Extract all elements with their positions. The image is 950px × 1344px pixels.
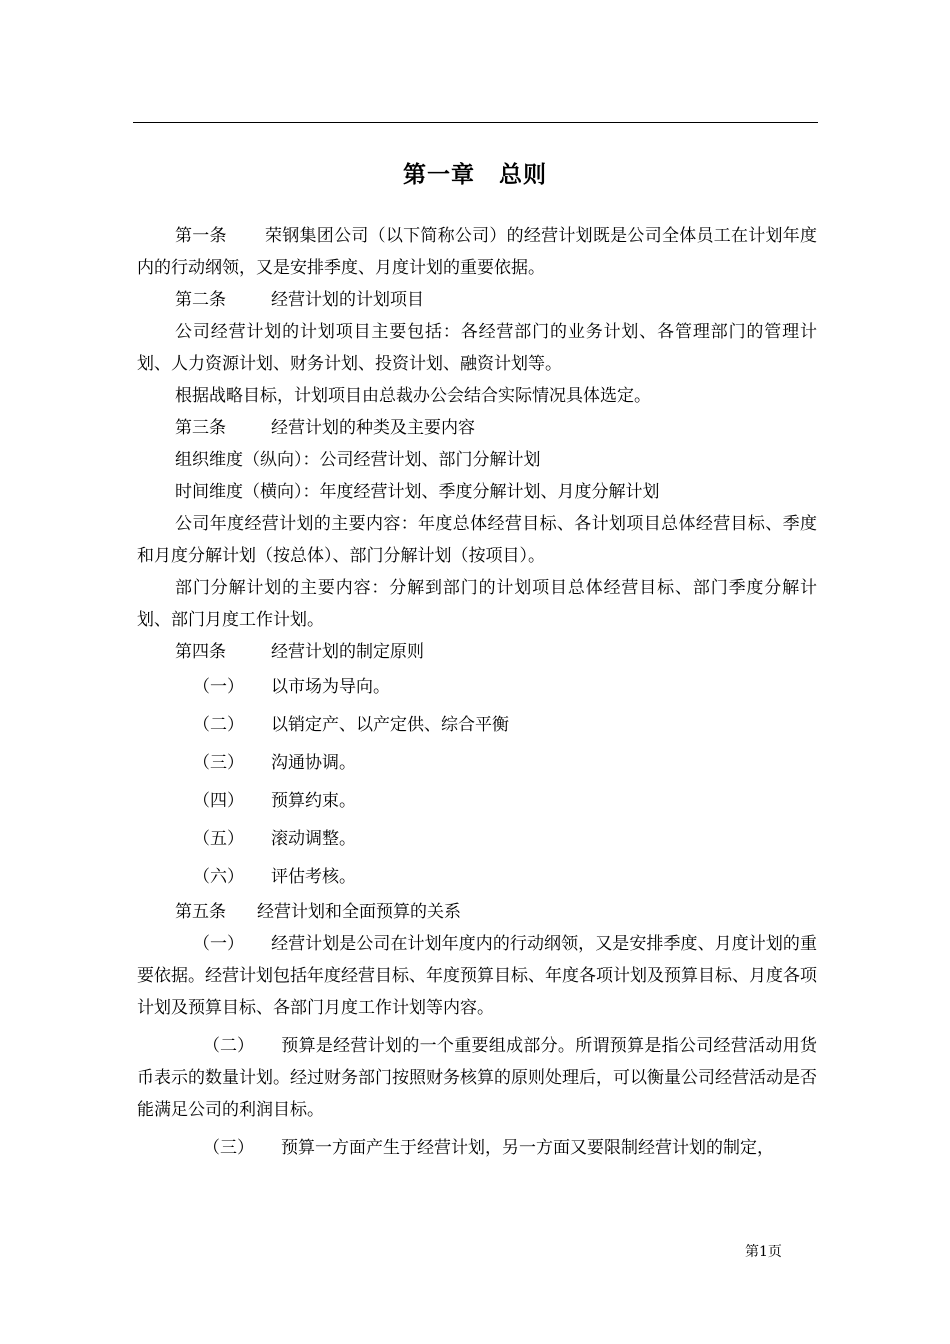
chapter-title: 第一章 总则 xyxy=(403,161,547,188)
list-item-label: （一） xyxy=(193,934,244,954)
article-3-label: 第三条 xyxy=(175,418,226,438)
list-item-text: 经营计划是公司在计划年度内的行动纲领，又是安排季度、月度计划的重要依据。经营计划包括年度经营目标、年度预算目标、年度各项计划及预算目标、月度各项计划及预算目标、各部门月度工作计划等内容。 xyxy=(137,934,817,1018)
list-item-label: （四） xyxy=(193,791,244,811)
list-item-text: 沟通协调。 xyxy=(271,753,356,773)
article-3-heading xyxy=(137,412,817,444)
list-item-label: （一） xyxy=(193,677,244,697)
article-2-title: 经营计划的计划项目 xyxy=(271,290,424,310)
article-1-text: 荣钢集团公司（以下简称公司）的经营计划既是公司全体员工在计划年度内的行动纲领，又是安排季度、月度计划的重要依据。 xyxy=(137,226,818,278)
list-item-label: （五） xyxy=(193,829,244,849)
article-4-item-5 xyxy=(137,820,817,858)
article-5-item-3 xyxy=(137,1132,817,1164)
article-4-item-3 xyxy=(137,744,817,782)
article-4-title: 经营计划的制定原则 xyxy=(271,642,424,662)
list-item-label: （六） xyxy=(193,867,244,887)
list-item-label: （三） xyxy=(193,753,244,773)
article-4-heading xyxy=(137,636,817,668)
list-item-text: 以市场为导向。 xyxy=(271,677,390,697)
article-4-label: 第四条 xyxy=(175,642,226,662)
list-item-text: 评估考核。 xyxy=(271,867,356,887)
list-item-text: 预算约束。 xyxy=(271,791,356,811)
article-4-item-1 xyxy=(137,668,817,706)
article-5-label: 第五条 xyxy=(175,902,226,922)
article-3-paragraph-2: 时间维度（横向）：年度经营计划、季度分解计划、月度分解计划 xyxy=(175,482,660,502)
article-5-item-1 xyxy=(137,928,817,1024)
article-2-paragraph-1: 公司经营计划的计划项目主要包括：各经营部门的业务计划、各管理部门的管理计划、人力资源计划、财务计划、投资计划、融资计划等。 xyxy=(137,322,817,374)
article-4-item-2 xyxy=(137,706,817,744)
header-rule xyxy=(133,122,818,123)
article-1 xyxy=(137,220,817,284)
article-3-paragraph-1: 组织维度（纵向）：公司经营计划、部门分解计划 xyxy=(175,450,541,470)
article-4-item-4 xyxy=(137,782,817,820)
list-item-text: 预算一方面产生于经营计划，另一方面又要限制经营计划的制定， xyxy=(281,1138,774,1158)
article-4-item-6 xyxy=(137,858,817,896)
list-item-text: 预算是经营计划的一个重要组成部分。所谓预算是指公司经营活动用货币表示的数量计划。经过财务部门按照财务核算的原则处理后，可以衡量公司经营活动是否能满足公司的利润目标。 xyxy=(137,1036,817,1120)
list-item-label: （二） xyxy=(203,1036,254,1056)
article-1-label: 第一条 xyxy=(175,226,227,246)
article-3-paragraph-4: 部门分解计划的主要内容：分解到部门的计划项目总体经营目标、部门季度分解计划、部门月度工作计划。 xyxy=(137,578,817,630)
page-number: 第1页 xyxy=(745,1244,782,1260)
list-item-label: （三） xyxy=(203,1138,254,1158)
article-5-heading xyxy=(137,896,817,928)
article-2-label: 第二条 xyxy=(175,290,226,310)
list-item-label: （二） xyxy=(193,715,244,735)
article-2-heading xyxy=(137,284,817,316)
article-3-paragraph-3: 公司年度经营计划的主要内容：年度总体经营目标、各计划项目总体经营目标、季度和月度分解计划（按总体）、部门分解计划（按项目）。 xyxy=(137,514,817,566)
list-item-text: 以销定产、以产定供、综合平衡 xyxy=(271,715,509,735)
article-5-title: 经营计划和全面预算的关系 xyxy=(257,902,461,922)
list-item-text: 滚动调整。 xyxy=(271,829,356,849)
article-2-paragraph-2: 根据战略目标，计划项目由总裁办公会结合实际情况具体选定。 xyxy=(175,386,651,406)
article-3-title: 经营计划的种类及主要内容 xyxy=(271,418,475,438)
article-5-item-2 xyxy=(137,1030,817,1126)
document-body xyxy=(137,220,817,1164)
